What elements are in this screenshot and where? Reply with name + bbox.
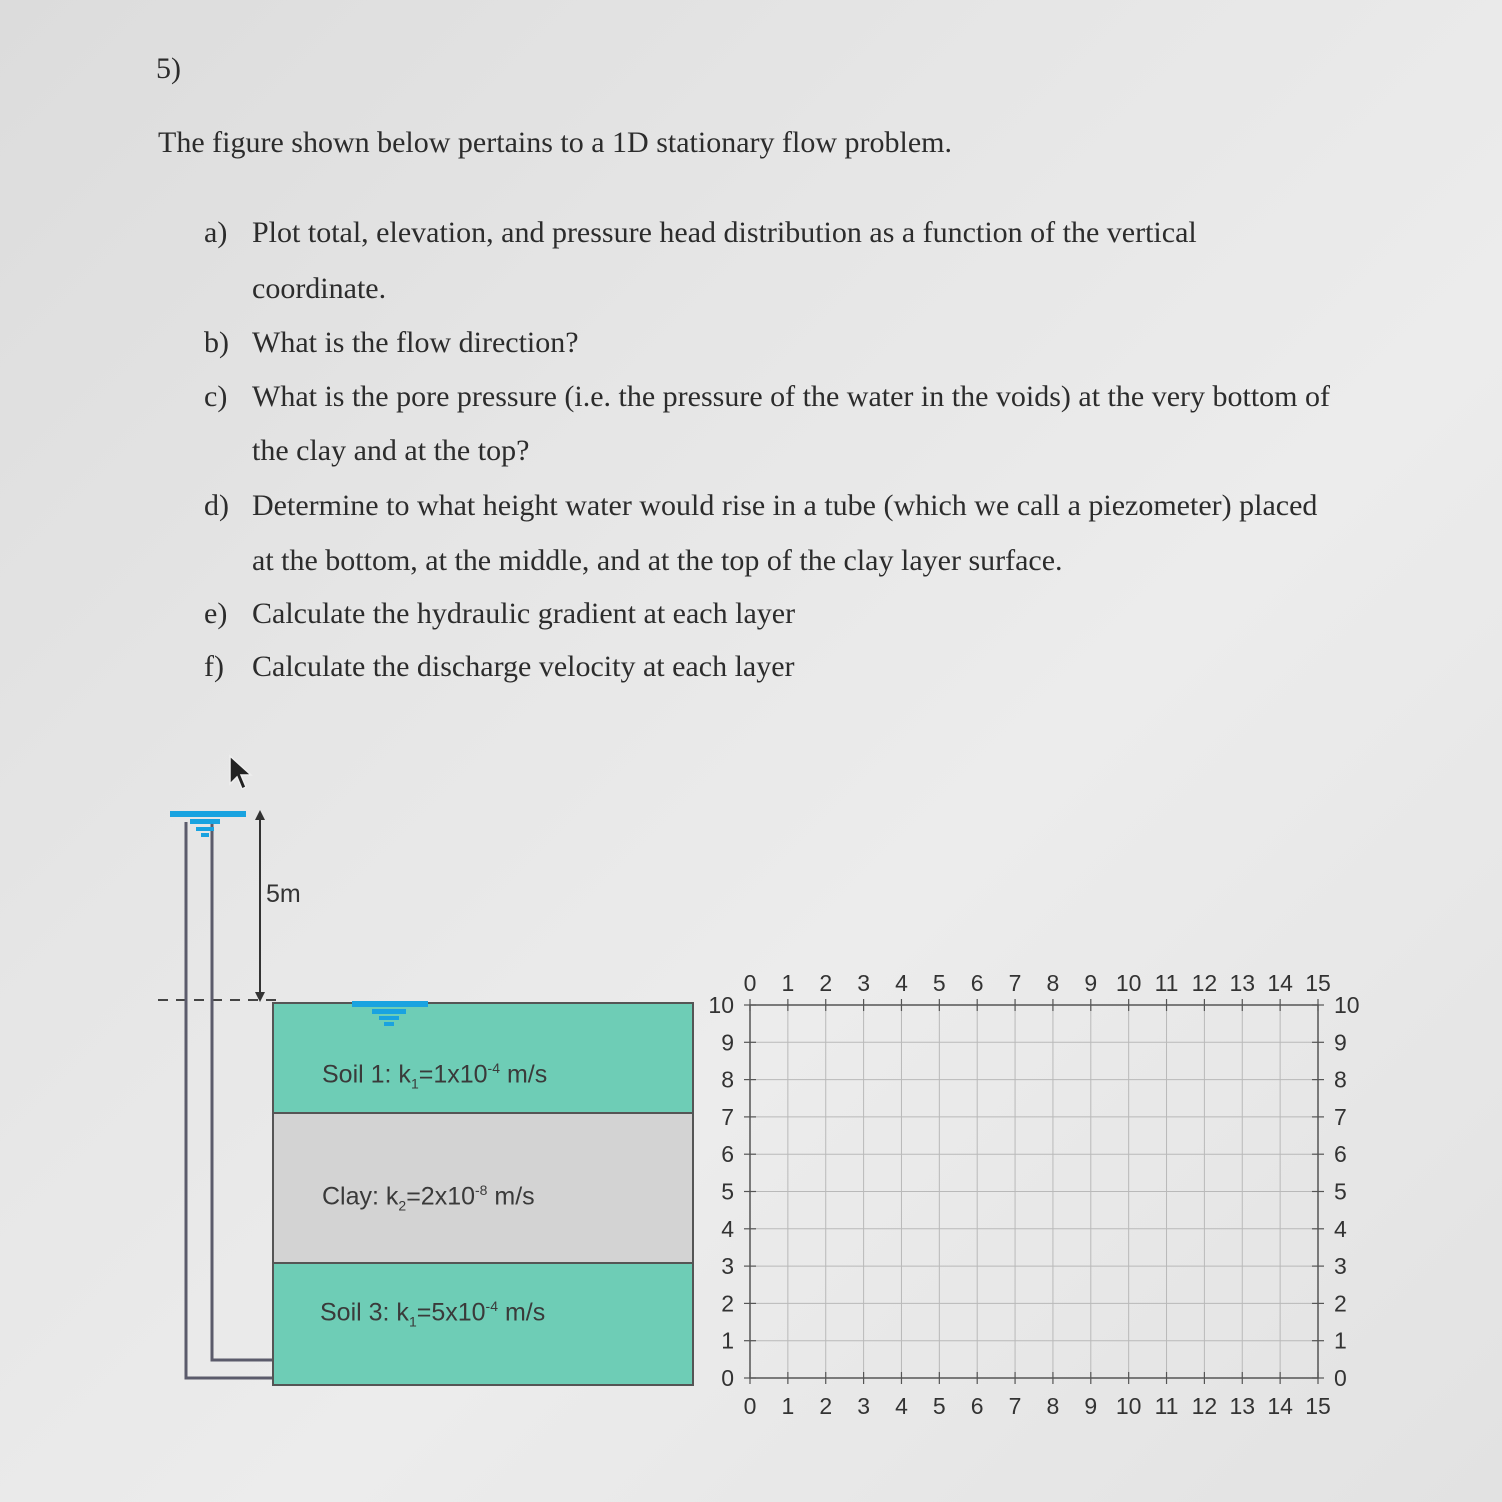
x-tick-label-bottom: 5 (932, 1393, 946, 1419)
sub-question-letter: e) (204, 597, 228, 630)
x-tick-label-bottom: 10 (1115, 1393, 1142, 1419)
y-tick-label-left: 0 (721, 1365, 734, 1391)
x-tick-label-top: 4 (895, 970, 908, 996)
sub-question-text: What is the flow direction? (252, 326, 579, 359)
x-tick-label-bottom: 0 (743, 1393, 757, 1419)
x-tick-label-bottom: 4 (895, 1393, 908, 1419)
soil-layer-1 (272, 1002, 694, 1114)
y-tick-label-right: 6 (1334, 1141, 1347, 1168)
sub-question-text: Plot total, elevation, and pressure head distribution as a function of the vertical (252, 216, 1197, 249)
layer-unit: m/s (487, 1182, 535, 1211)
y-tick-label-left: 7 (721, 1103, 734, 1130)
plotting-grid (700, 960, 1380, 1430)
layer-prefix: Clay: k (322, 1182, 399, 1211)
x-tick-label-top: 7 (1008, 970, 1022, 996)
y-tick-label-right: 1 (1334, 1327, 1347, 1354)
question-intro: The figure shown below pertains to a 1D stationary flow problem. (158, 126, 952, 159)
x-tick-label-bottom: 12 (1191, 1393, 1218, 1419)
layer-value: =5x10 (416, 1298, 486, 1327)
y-tick-label-left: 1 (721, 1327, 734, 1354)
y-tick-label-left: 9 (721, 1029, 734, 1056)
sub-question-letter: a) (204, 216, 228, 249)
x-tick-label-bottom: 13 (1229, 1393, 1256, 1419)
x-tick-label-top: 12 (1191, 970, 1218, 996)
layer-prefix: Soil 3: k (320, 1298, 409, 1327)
clay-label (322, 1182, 535, 1213)
x-tick-label-bottom: 2 (819, 1393, 833, 1419)
y-tick-label-right: 2 (1334, 1290, 1347, 1317)
layer-exponent: -4 (487, 1060, 500, 1076)
y-tick-label-left: 3 (721, 1253, 734, 1280)
y-tick-label-left: 2 (721, 1290, 734, 1317)
x-tick-label-bottom: 9 (1084, 1393, 1098, 1419)
x-tick-label-top: 5 (932, 970, 946, 996)
sub-question-letter: b) (204, 326, 229, 359)
sub-question-text: Calculate the discharge velocity at each layer (252, 650, 795, 683)
sub-question-d-continued: at the bottom, at the middle, and at the top of the clay layer surface. (252, 544, 1063, 577)
surface-water-level-icon (350, 998, 432, 1030)
layer-value: =1x10 (418, 1060, 488, 1089)
layer-exponent: -8 (475, 1182, 488, 1198)
water-level-symbol-icon (168, 808, 250, 842)
layer-unit: m/s (500, 1060, 548, 1089)
y-tick-label-left: 6 (721, 1141, 734, 1168)
x-tick-label-bottom: 3 (857, 1393, 870, 1419)
sub-question-text: What is the pore pressure (i.e. the pressure of the water in the voids) at the very bottom of (252, 380, 1330, 413)
x-tick-label-top: 9 (1084, 970, 1098, 996)
x-tick-label-bottom: 1 (781, 1393, 795, 1419)
x-tick-label-top: 11 (1154, 970, 1179, 996)
sub-question-letter: d) (204, 489, 229, 522)
layer-unit: m/s (498, 1298, 546, 1327)
sub-question-c-continued: the clay and at the top? (252, 434, 530, 467)
sub-question-letter: f) (204, 650, 224, 683)
y-tick-label-right: 8 (1334, 1066, 1347, 1093)
x-tick-label-bottom: 15 (1305, 1393, 1331, 1419)
y-tick-label-right: 5 (1334, 1178, 1347, 1205)
x-tick-label-top: 3 (857, 970, 870, 996)
sub-question-letter: c) (204, 380, 228, 413)
x-tick-label-top: 13 (1229, 970, 1256, 996)
x-tick-label-bottom: 7 (1008, 1393, 1022, 1419)
question-number: 5) (156, 52, 181, 85)
y-tick-label-right: 4 (1334, 1215, 1347, 1242)
y-tick-label-right: 10 (1334, 992, 1360, 1018)
x-tick-label-bottom: 8 (1046, 1393, 1060, 1419)
x-tick-label-top: 10 (1115, 970, 1142, 996)
x-tick-label-bottom: 14 (1267, 1393, 1293, 1419)
x-tick-label-bottom: 11 (1154, 1393, 1179, 1419)
x-tick-label-top: 6 (970, 970, 984, 996)
layer-prefix: Soil 1: k (322, 1060, 411, 1089)
x-tick-label-top: 0 (743, 970, 757, 996)
x-tick-label-top: 15 (1305, 970, 1331, 996)
x-tick-label-top: 1 (781, 970, 795, 996)
head-difference-label: 5m (266, 880, 301, 908)
y-tick-label-right: 7 (1334, 1103, 1347, 1130)
layer-value: =2x10 (406, 1182, 476, 1211)
y-tick-label-left: 8 (721, 1066, 734, 1093)
x-tick-label-bottom: 6 (970, 1393, 984, 1419)
soil-1-label (322, 1060, 547, 1091)
sub-question-text: Determine to what height water would rise in a tube (which we call a piezometer) placed (252, 489, 1318, 522)
mouse-cursor-icon (226, 754, 256, 794)
y-tick-label-right: 3 (1334, 1253, 1347, 1280)
x-tick-label-top: 14 (1267, 970, 1293, 996)
layer-subscript: 1 (410, 1075, 419, 1092)
y-tick-label-left: 5 (721, 1178, 734, 1205)
sub-question-text: Calculate the hydraulic gradient at each layer (252, 597, 796, 630)
x-tick-label-top: 2 (819, 970, 833, 996)
layer-exponent: -4 (485, 1298, 498, 1314)
soil-3-label (320, 1298, 545, 1329)
layer-subscript: 2 (398, 1197, 407, 1214)
sub-question-a-continued: coordinate. (252, 272, 387, 305)
y-tick-label-right: 0 (1334, 1365, 1347, 1391)
y-tick-label-left: 4 (721, 1215, 734, 1242)
y-tick-label-left: 10 (708, 992, 734, 1018)
y-tick-label-right: 9 (1334, 1029, 1347, 1056)
x-tick-label-top: 8 (1046, 970, 1060, 996)
layer-subscript: 1 (408, 1313, 417, 1330)
